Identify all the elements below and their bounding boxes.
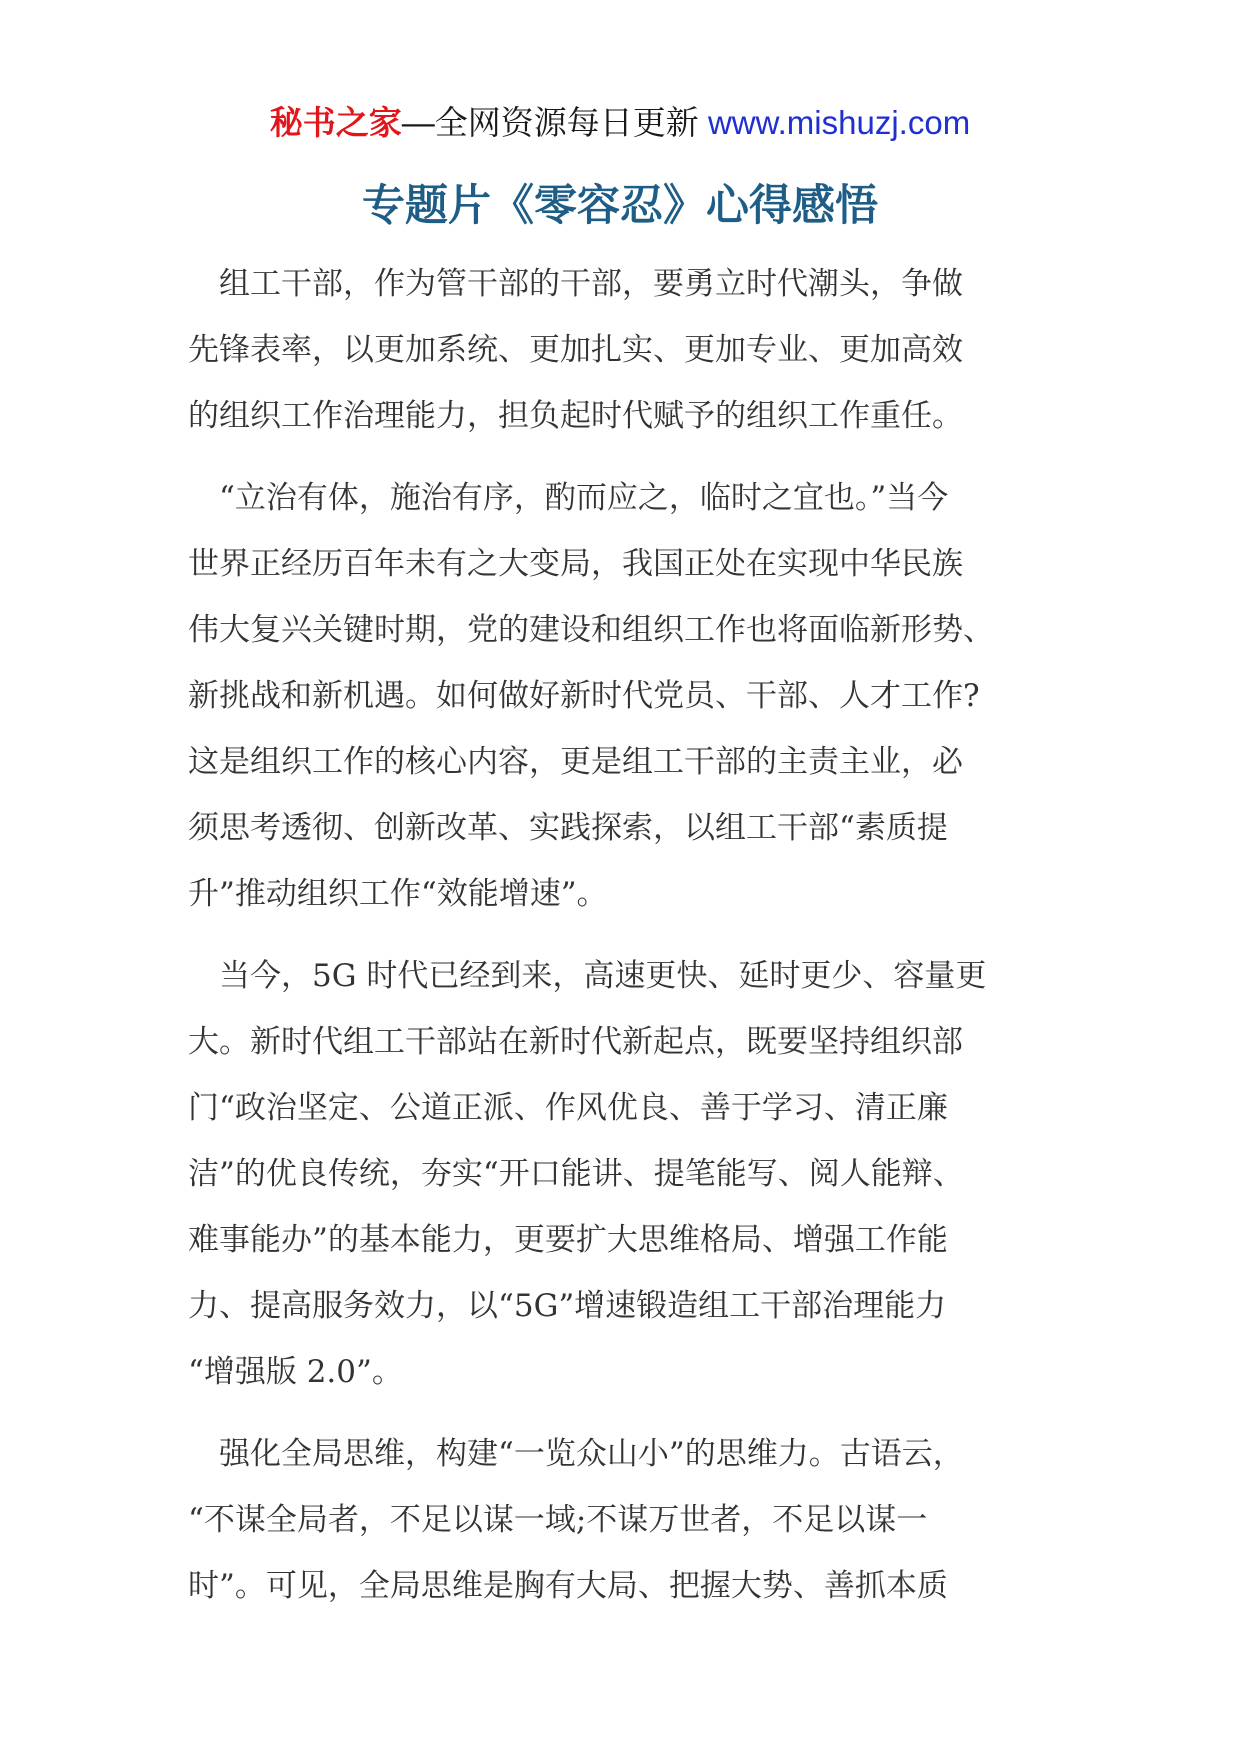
document-title: 专题片《零容忍》心得感悟 xyxy=(362,181,878,231)
paragraph-3 xyxy=(188,943,1058,1405)
site-header xyxy=(0,98,1240,148)
text-line: “不谋全局者，不足以谋一域;不谋万世者，不足以谋一 xyxy=(188,1502,928,1538)
text-line: 组工干部，作为管干部的干部，要勇立时代潮头，争做 xyxy=(188,266,963,302)
site-url-link[interactable]: www.mishuzj.com xyxy=(707,104,971,141)
paragraph-1 xyxy=(188,251,1058,449)
text-line: 这是组织工作的核心内容，更是组工干部的主责主业，必 xyxy=(188,744,963,780)
header-tagline: —全网资源每日更新 xyxy=(401,104,708,141)
text-line: 时”。可见，全局思维是胸有大局、把握大势、善抓本质 xyxy=(188,1568,948,1604)
text-line: 先锋表率，以更加系统、更加扎实、更加专业、更加高效 xyxy=(188,332,963,368)
brand-name: 秘书之家 xyxy=(269,104,402,141)
text-line: 须思考透彻、创新改革、实践探索，以组工干部“素质提 xyxy=(188,810,948,846)
text-line: 难事能办”的基本能力，更要扩大思维格局、增强工作能 xyxy=(188,1222,948,1258)
text-line: 强化全局思维，构建“一览众山小”的思维力。古语云， xyxy=(188,1436,964,1472)
text-line: 的组织工作治理能力，担负起时代赋予的组织工作重任。 xyxy=(188,398,963,434)
text-line: 大。新时代组工干部站在新时代新起点，既要坚持组织部 xyxy=(188,1024,963,1060)
paragraph-4 xyxy=(188,1421,1058,1619)
text-line: 力、提高服务效力，以“5G”增速锻造组工干部治理能力 xyxy=(188,1288,947,1324)
text-line: 洁”的优良传统，夯实“开口能讲、提笔能写、阅人能辩、 xyxy=(188,1156,964,1192)
text-line: “立治有体，施治有序，酌而应之，临时之宜也。”当今 xyxy=(188,480,949,516)
text-line: 新挑战和新机遇。如何做好新时代党员、干部、人才工作? xyxy=(188,678,980,714)
text-line: 升”推动组织工作“效能增速”。 xyxy=(188,876,608,912)
paragraph-2 xyxy=(188,465,1058,927)
text-line: 伟大复兴关键时期，党的建设和组织工作也将面临新形势、 xyxy=(188,612,994,648)
text-line: 门“政治坚定、公道正派、作风优良、善于学习、清正廉 xyxy=(188,1090,948,1126)
text-line: 当今，5G 时代已经到来，高速更快、延时更少、容量更 xyxy=(188,958,987,994)
text-line: 世界正经历百年未有之大变局，我国正处在实现中华民族 xyxy=(188,546,963,582)
document-body xyxy=(188,251,1058,1635)
text-line: “增强版 2.0”。 xyxy=(188,1354,403,1390)
